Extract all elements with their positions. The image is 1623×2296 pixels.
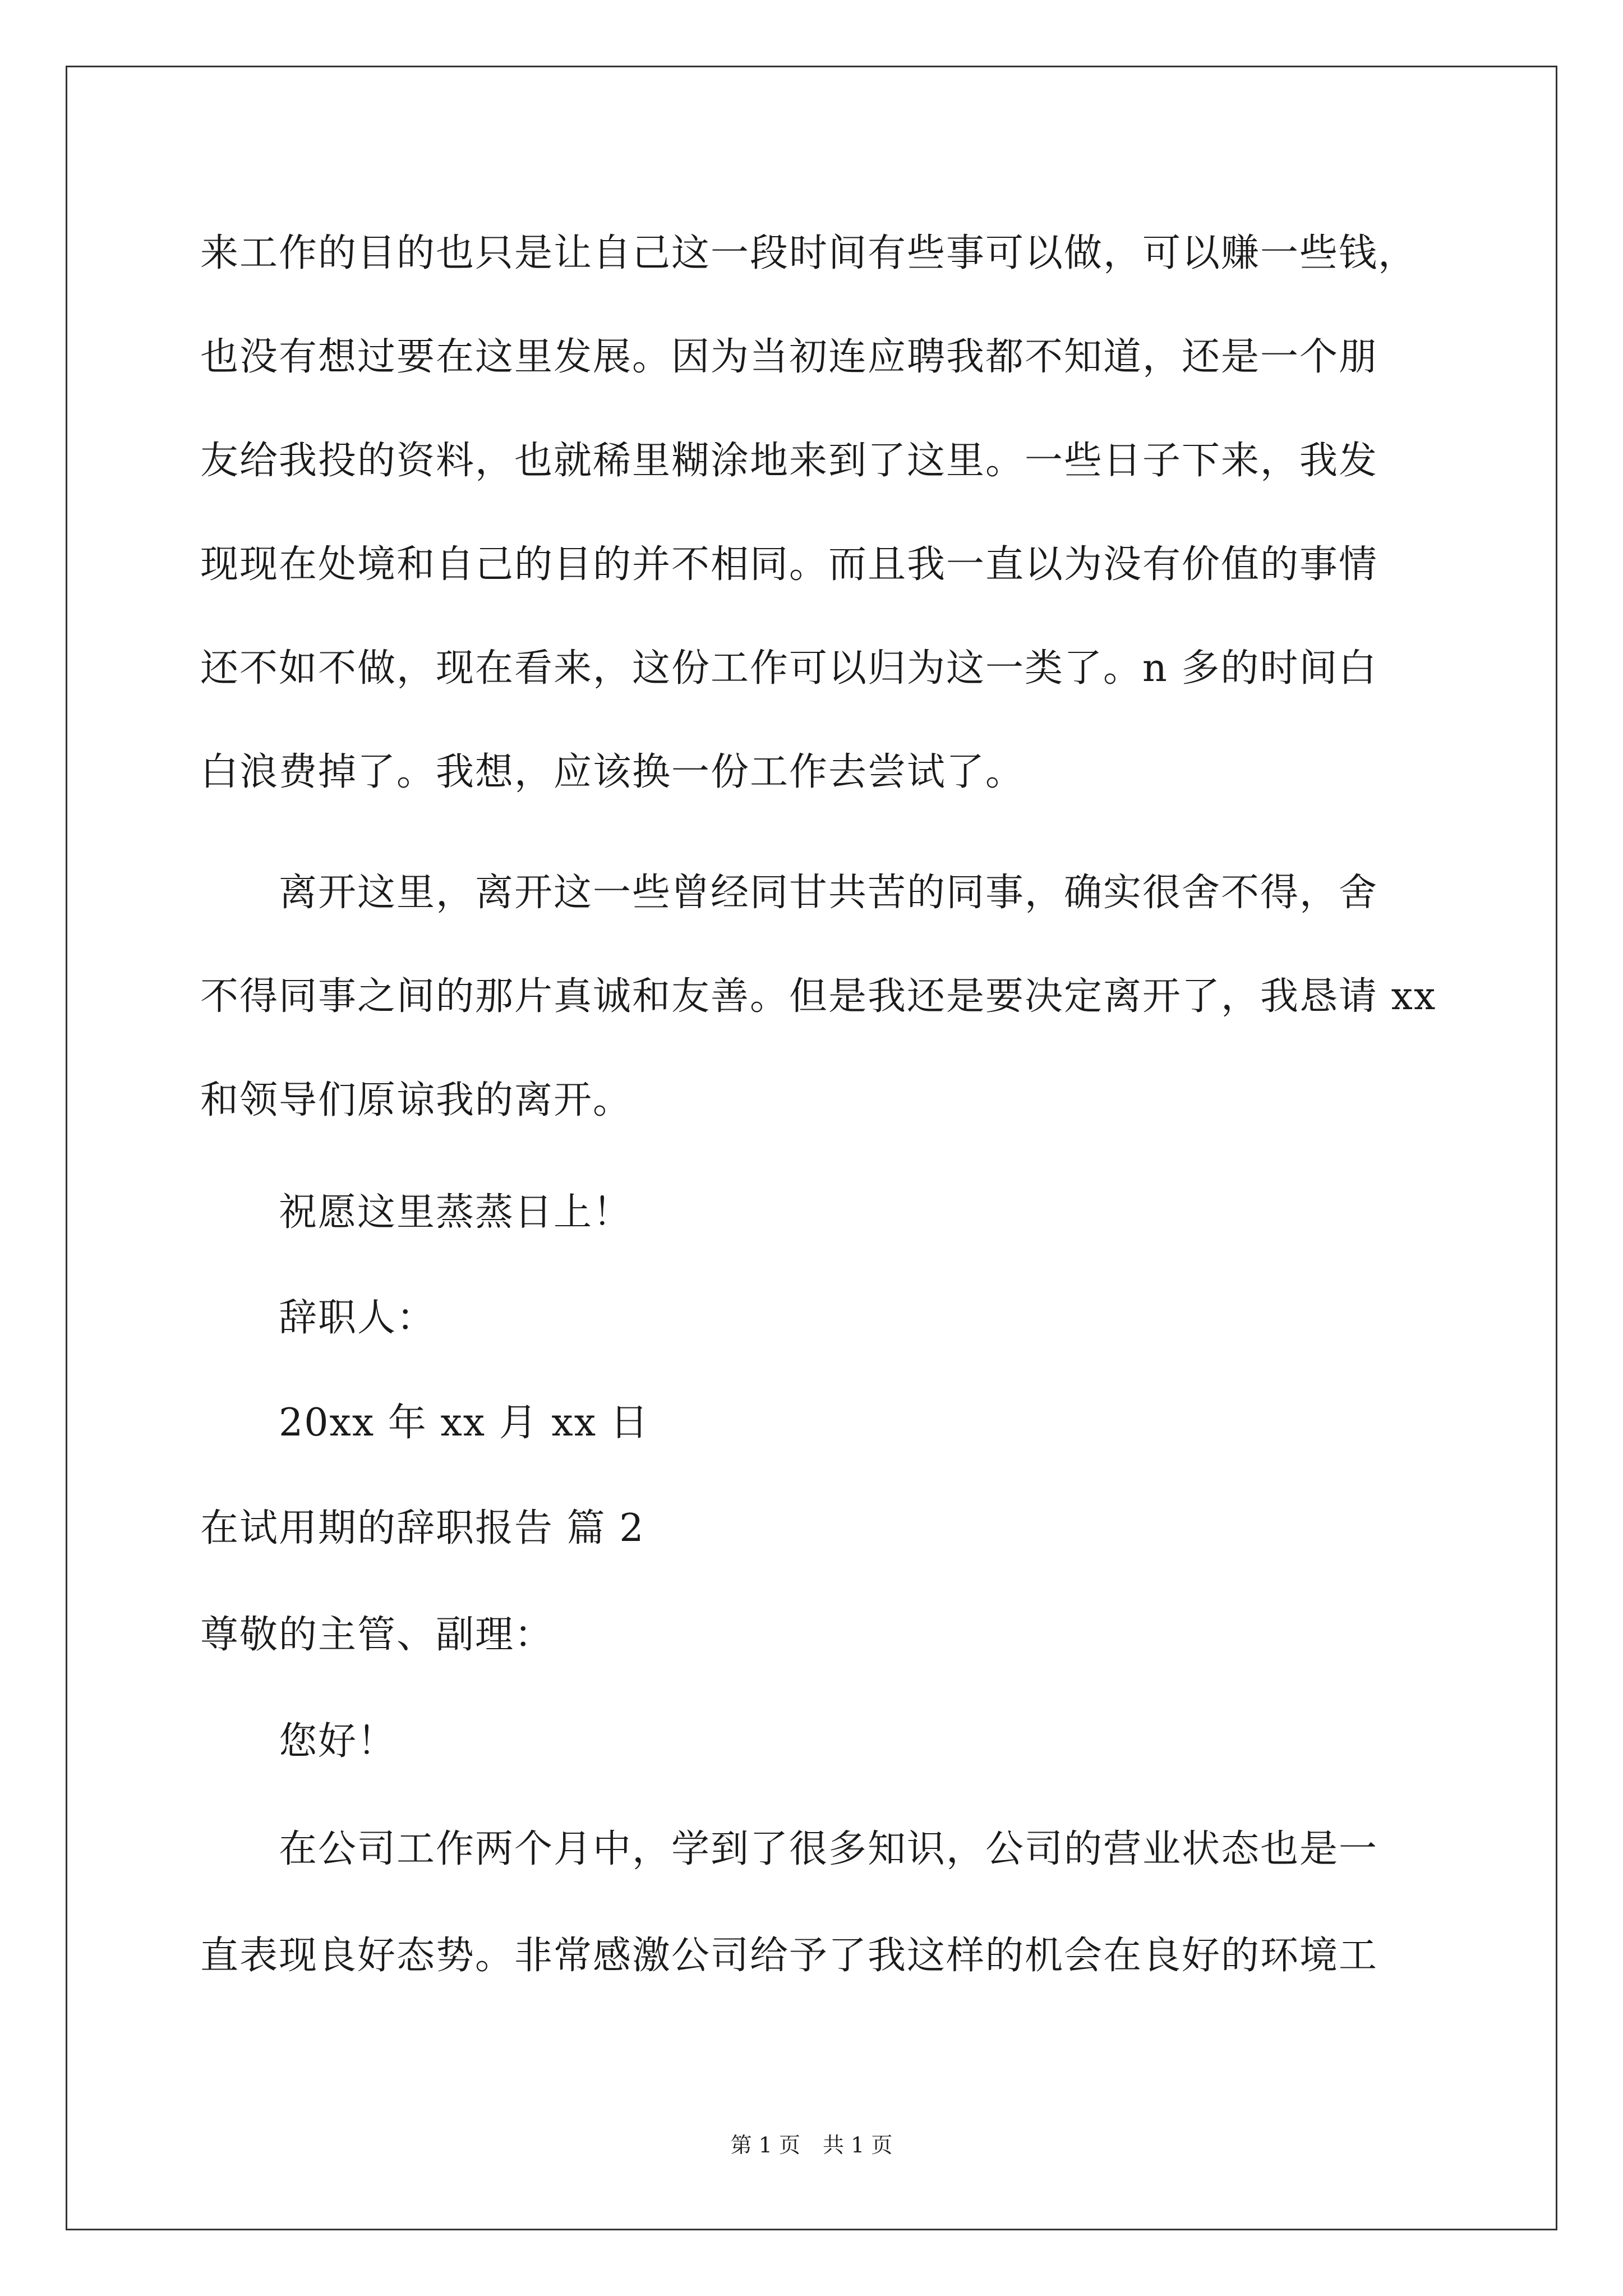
greeting: 您好！ xyxy=(279,1719,397,1764)
body-line-9: 和领导们原谅我的离开。 xyxy=(200,1078,633,1122)
date-line: 20xx 年 xx 月 xx 日 xyxy=(279,1401,649,1445)
body-line-10: 在公司工作两个月中，学到了很多知识，公司的营业状态也是一 xyxy=(279,1827,1378,1871)
page-footer xyxy=(0,2132,1623,2159)
page-number: 第 1 页 xyxy=(730,2133,800,2157)
section-title: 在试用期的辞职报告 篇 2 xyxy=(200,1506,645,1550)
body-line-5: 还不如不做，现在看来，这份工作可以归为这一类了。n 多的时间白 xyxy=(200,646,1378,691)
body-line-1: 来工作的目的也只是让自己这一段时间有些事可以做，可以赚一些钱， xyxy=(200,231,1418,275)
body-line-2: 也没有想过要在这里发展。因为当初连应聘我都不知道，还是一个朋 xyxy=(200,335,1378,379)
body-line-8: 不得同事之间的那片真诚和友善。但是我还是要决定离开了，我恳请 xx xyxy=(200,974,1437,1019)
body-line-6: 白浪费掉了。我想，应该换一份工作去尝试了。 xyxy=(200,750,1025,794)
body-line-4: 现现在处境和自己的目的并不相同。而且我一直以为没有价值的事情 xyxy=(200,542,1378,587)
salutation: 尊敬的主管、副理： xyxy=(200,1613,554,1657)
body-line-11: 直表现良好态势。非常感激公司给予了我这样的机会在良好的环境工 xyxy=(200,1934,1378,1978)
signature-label: 辞职人： xyxy=(279,1296,436,1340)
page-total: 共 1 页 xyxy=(823,2133,893,2157)
body-line-3: 友给我投的资料，也就稀里糊涂地来到了这里。一些日子下来，我发 xyxy=(200,439,1378,483)
closing-wish: 祝愿这里蒸蒸日上！ xyxy=(279,1190,633,1235)
page-border xyxy=(66,66,1557,2230)
body-line-7: 离开这里，离开这一些曾经同甘共苦的同事，确实很舍不得，舍 xyxy=(279,871,1378,915)
